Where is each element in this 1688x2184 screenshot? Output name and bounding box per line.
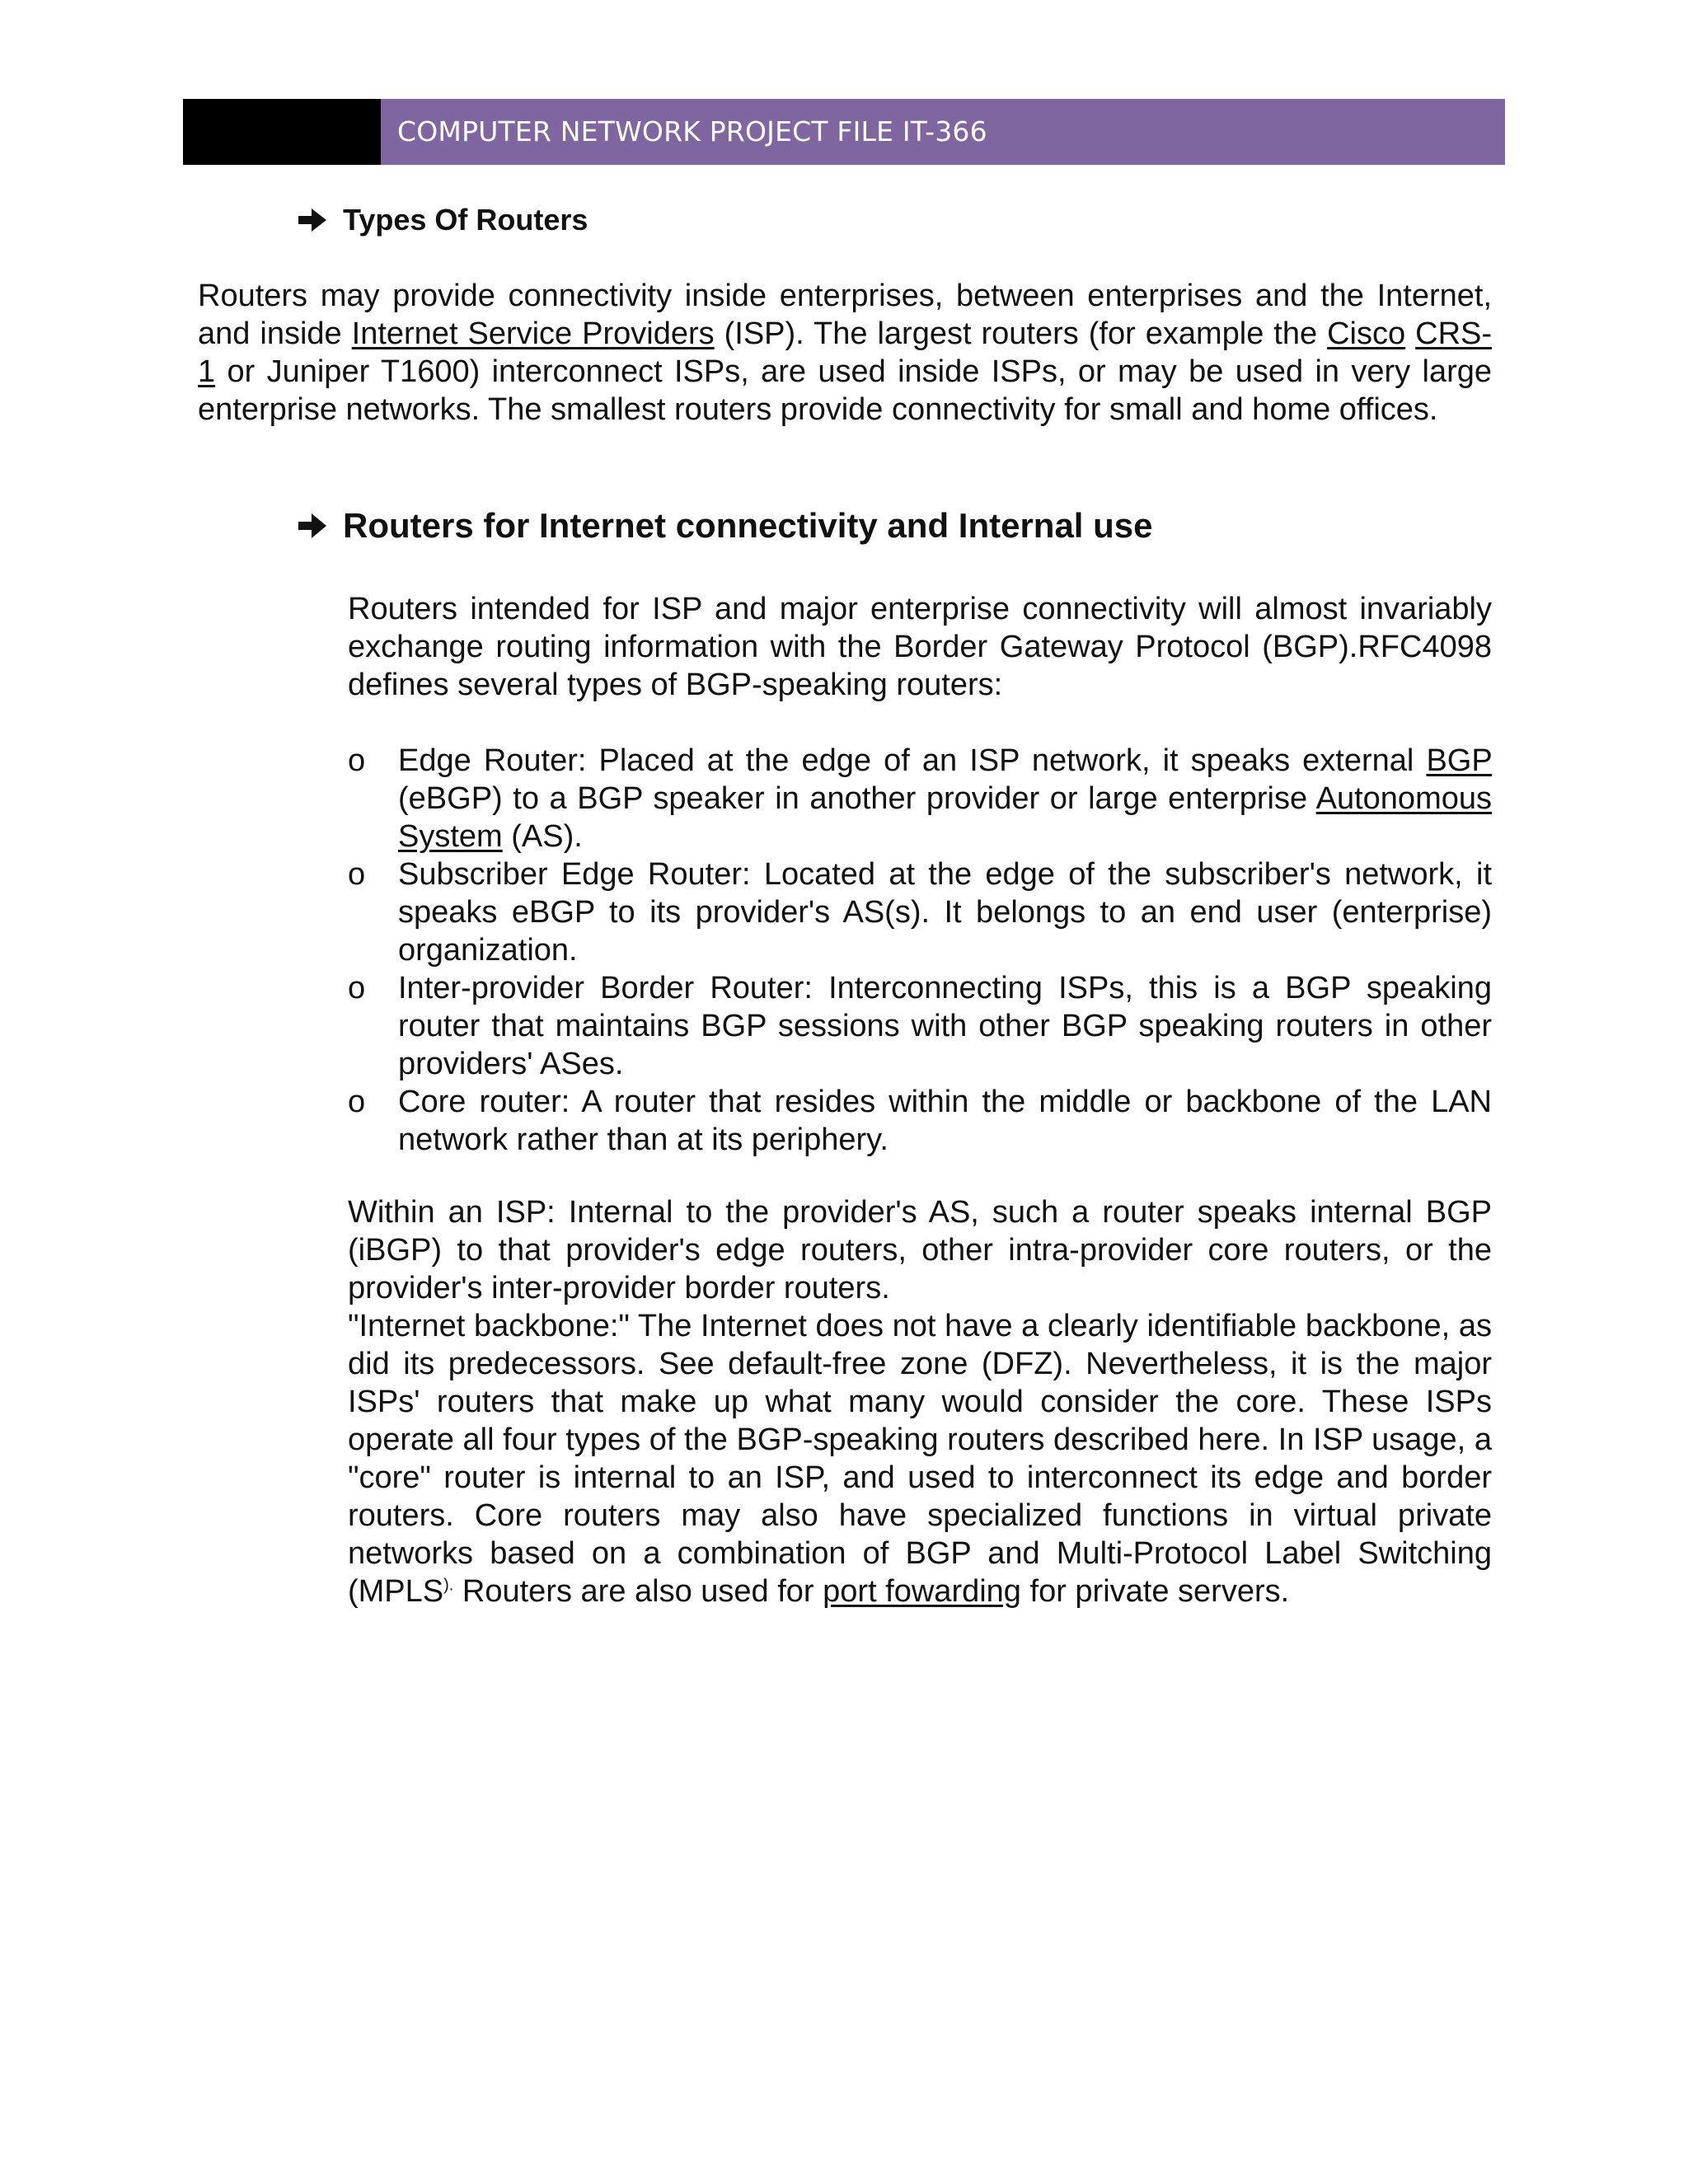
text-run: "Internet backbone:" The Internet does not have a clearly identifiable backbone, as did its predecessors. See default-free zone (DFZ). Nevertheless, it is the major ISPs' routers that make up what many would consider the core. These ISPs operate all four types of the BGP-speaking routers described here. In ISP usage, a "core" router is internal to an ISP, and used to interconnect its edge and border routers. Core routers may also have specialized functions in virtual private networks based on a combination of BGP and Multi-Protocol Label Switching (MPLS: [348, 1309, 1492, 1609]
text-run: Subscriber Edge Router: Located at the edge of the subscriber's network, it speaks eBGP to its provider's AS(s). It belongs to an end user (enterprise) organization.: [398, 857, 1492, 968]
header-title: COMPUTER NETWORK PROJECT FILE IT-366: [397, 115, 987, 148]
text-run: for private servers.: [1020, 1574, 1290, 1609]
bgp-router-types-list: [348, 742, 1492, 1159]
arrow-right-icon: [298, 209, 326, 232]
bullet-marker: o: [348, 1085, 366, 1119]
link-crs-1[interactable]: CRS-1: [198, 316, 1493, 389]
link-port-forwarding[interactable]: port fowarding: [823, 1574, 1021, 1609]
section-title: Types Of Routers: [343, 203, 588, 237]
bullet-marker: o: [348, 743, 366, 778]
arrow-right-icon: [298, 513, 326, 538]
bullet-marker: o: [348, 971, 366, 1005]
text-run: Edge Router: Placed at the edge of an ISP network, it speaks external: [398, 743, 1427, 778]
link-bgp[interactable]: BGP: [1426, 743, 1492, 778]
list-item: [348, 969, 1492, 1083]
text-run: (AS).: [502, 819, 583, 854]
list-item: [348, 855, 1492, 969]
text-run: or Juniper T1600) interconnect ISPs, are used inside ISPs, or may be used in very large enterprise networks. The smallest routers provide connectivity for small and home offices.: [198, 354, 1492, 427]
list-item: [348, 1083, 1492, 1159]
text-run: Routers may provide connectivity inside enterprises, between enterprises and the Internet, and inside: [198, 279, 1492, 351]
text-run: Core router: A router that resides within the middle or backbone of the LAN network rather than at its periphery.: [398, 1085, 1492, 1157]
link-internet-service-providers[interactable]: Internet Service Providers: [351, 316, 715, 351]
text-run: Routers are also used for: [453, 1574, 823, 1609]
link-autonomous-system[interactable]: Autonomous System: [398, 781, 1492, 854]
section-heading-internet-connectivity: [298, 504, 1153, 547]
text-run: (ISP). The largest routers (for example the: [714, 316, 1328, 351]
header-black-block: [183, 99, 381, 165]
list-item: [348, 742, 1492, 855]
within-isp-paragraph: Within an ISP: Internal to the provider's AS, such a router speaks internal BGP (iBGP) to that provider's edge routers, other intra-provider core routers, or the provider's inter-provider border routers. "Internet backbone:" The Internet does not have a clearly identifiable backbone, as did its predecessors. See default-free zone (DFZ). Nevertheless, it is the major ISPs' routers that make up what many would consider the core. These ISPs operate all four types of the BGP-speaking routers described here. In ISP usage, a "core" router is internal to an ISP, and used to interconnect its edge and border routers. Core routers may also have specialized functions in virtual private networks based on a combination of BGP and Multi-Protocol Label Switching (MPLS). Routers are also used for port fowarding for private servers.: [348, 1195, 1492, 1609]
section-title: Routers for Internet connectivity and Internal use: [343, 506, 1153, 545]
intro-paragraph: Routers intended for ISP and major enterprise connectivity will almost invariably exchange routing information with the Border Gateway Protocol (BGP).RFC4098 defines several types of BGP-speaking routers:: [348, 592, 1492, 702]
text-run: [1405, 316, 1415, 351]
backbone-paragraph: [348, 1307, 1492, 1610]
text-run: Inter-provider Border Router: Interconnecting ISPs, this is a BGP speaking router that maintains BGP sessions with other BGP speaking routers in other providers' ASes.: [398, 971, 1492, 1081]
superscript: ).: [443, 1576, 454, 1595]
section-heading-types-of-routers: [298, 201, 588, 239]
header-purple-band: [381, 99, 1505, 165]
page-header: [183, 99, 1505, 165]
text-run: (eBGP) to a BGP speaker in another provider or large enterprise: [398, 781, 1316, 816]
bullet-marker: o: [348, 857, 366, 892]
types-paragraph: [198, 277, 1492, 429]
link-cisco[interactable]: Cisco: [1327, 316, 1406, 351]
